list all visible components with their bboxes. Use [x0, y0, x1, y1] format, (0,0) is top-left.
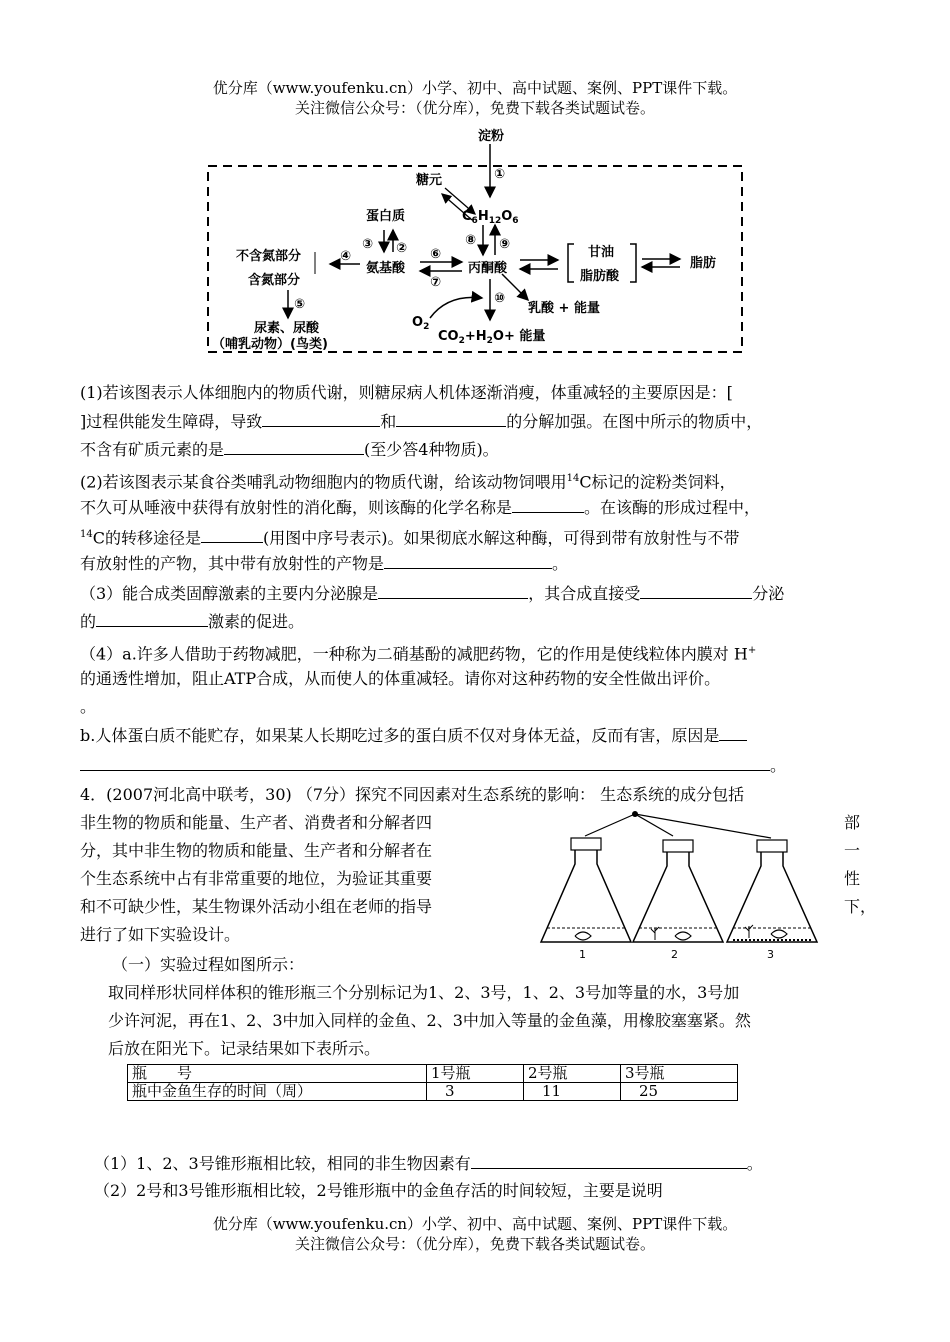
p4-line-5-end: 下，: [844, 897, 877, 916]
header-line-2: 关注微信公众号：（优分库），免费下载各类试题试卷。: [294, 99, 655, 117]
blank[interactable]: [262, 408, 380, 427]
step-7: ⑦: [430, 275, 442, 290]
label-co2: $CO_2+H_2O+$ 能量: [438, 329, 546, 346]
label-o2: $O_2$: [412, 315, 430, 332]
arrow-o2: [430, 297, 482, 318]
flask-3: [727, 840, 817, 942]
p4-line-8: 取同样形状同样体积的锥形瓶三个分别标记为1、2、3号，1、2、3号加等量的水，3号加: [108, 983, 740, 1002]
step-6: ⑥: [430, 247, 442, 262]
table-cell: 25: [621, 1083, 738, 1101]
blank[interactable]: [201, 524, 263, 543]
label-fat: 脂肪: [690, 256, 717, 271]
step-9: ⑨: [499, 237, 511, 252]
footer-line-1: 优分库（www.youfenku.cn）小学、初中、高中试题、案例、PPT课件下载。: [212, 1215, 738, 1233]
right-bracket: [630, 244, 636, 282]
q4-line-4: b.人体蛋白质不能贮存，如果某人长期吃过多的蛋白质不仅对身体无益，反而有害，原因是: [80, 722, 874, 749]
blank[interactable]: [396, 408, 506, 427]
q1-line-3: 不含有矿质元素的是 (至少答4种物质)。: [80, 436, 874, 463]
table-cell: 3: [427, 1083, 524, 1101]
header-line-1: 优分库（www.youfenku.cn）小学、初中、高中试题、案例、PPT课件下载。: [212, 79, 738, 97]
label-pyruvate: 丙酮酸: [468, 261, 508, 276]
flask-1: [541, 838, 631, 942]
footer-line-2: 关注微信公众号：（优分库），免费下载各类试题试卷。: [294, 1235, 655, 1253]
label-fatty-acid: 脂肪酸: [580, 269, 620, 284]
p4-line-9: 少许河泥，再在1、2、3中加入同样的金鱼、2、3中加入等量的金鱼藻，用橡胶塞塞紧。然: [108, 1011, 751, 1030]
blank[interactable]: [512, 494, 584, 513]
blank[interactable]: [719, 722, 747, 741]
step-8: ⑧: [465, 233, 477, 248]
p4-line-7: （一）实验过程如图所示：: [112, 955, 305, 974]
step-3: ③: [362, 237, 374, 252]
label-protein: 蛋白质: [366, 209, 406, 224]
table-header-cell: 瓶 号: [128, 1065, 427, 1083]
table-header-cell: 3号瓶: [621, 1065, 738, 1083]
p4-line-6: 进行了如下实验设计。: [80, 925, 241, 944]
step-4: ④: [340, 249, 352, 264]
flask-label-2: 2: [671, 948, 678, 961]
step-1: ①: [494, 167, 506, 182]
q5-line-2: （2）2号和3号锥形瓶相比较，2号锥形瓶中的金鱼存活的时间较短，主要是说明: [94, 1181, 663, 1200]
blank[interactable]: [471, 1150, 747, 1169]
step-5: ⑤: [294, 297, 306, 312]
left-bracket: [568, 244, 574, 282]
p4-line-10: 后放在阳光下。记录结果如下表所示。: [108, 1039, 381, 1058]
blank[interactable]: [224, 436, 364, 455]
q2-line-1: (2)若该图表示某食谷类哺乳动物细胞内的物质代谢，给该动物饲喂用$^{14}$C标记的淀粉类饲料，: [80, 472, 736, 492]
table-header-row: [128, 1065, 738, 1083]
label-starch: 淀粉: [478, 129, 505, 144]
p4-line-2-end: 部: [844, 813, 861, 832]
p4-line-3-end: 一: [844, 841, 861, 860]
label-non-n-part: 不含氮部分: [236, 249, 302, 264]
blank[interactable]: [378, 580, 528, 599]
label-glucose: $C_6H_{12}O_6$: [462, 209, 519, 226]
flask-label-1: 1: [579, 948, 586, 961]
flask-2: [633, 840, 723, 942]
q3-line-1: （3）能合成类固醇激素的主要内分泌腺是 ，其合成直接受 分泌: [80, 580, 874, 607]
metabolism-diagram: [190, 122, 760, 362]
label-amino-acid: 氨基酸: [366, 261, 406, 276]
q3-line-2: 的 激素的促进。: [80, 608, 874, 635]
q4-line-5: 。: [80, 752, 874, 779]
p4-line-2: 非生物的物质和能量、生产者、消费者和分解者四: [80, 813, 433, 832]
table-row: [128, 1083, 738, 1101]
p4-line-4: 个生态系统中占有非常重要的地位，为验证其重要: [80, 869, 433, 888]
arrow-lactic: [502, 274, 528, 300]
label-glycerol: 甘油: [588, 245, 615, 260]
blank[interactable]: [80, 752, 770, 771]
label-urea: 尿素、尿酸: [254, 321, 320, 336]
q2-line-4: 有放射性的产物，其中带有放射性的产物是 。: [80, 550, 874, 577]
q4-line-3: 。: [80, 697, 97, 716]
blank[interactable]: [96, 608, 208, 627]
blank[interactable]: [640, 580, 752, 599]
label-lactic: 乳酸 + 能量: [528, 301, 600, 316]
results-table: [127, 1064, 738, 1101]
step-10: ⑩: [494, 291, 506, 306]
q1-line-2: ]过程供能发生障碍，导致 和 的分解加强。在图中所示的物质中，: [80, 408, 874, 435]
table-cell: 瓶中金鱼生存的时间（周）: [128, 1083, 427, 1101]
p4-line-3: 分，其中非生物的物质和能量、生产者和分解者在: [80, 841, 433, 860]
p4-line-1: 4．(2007河北高中联考，30) （7分）探究不同因素对生态系统的影响： 生态系统的成分包括: [80, 785, 745, 804]
step-2: ②: [396, 241, 408, 256]
label-mammal-bird: （哺乳动物）(鸟类): [212, 337, 328, 352]
q1-line-1: (1)若该图表示人体细胞内的物质代谢，则糖尿病人机体逐渐消瘦，体重减轻的主要原因是：[: [80, 383, 733, 402]
blank[interactable]: [384, 550, 552, 569]
q4-line-2: 的通透性增加，阻止ATP合成，从而使人的体重减轻。请你对这种药物的安全性做出评价。: [80, 669, 721, 688]
table-header-cell: 1号瓶: [427, 1065, 524, 1083]
table-header-cell: 2号瓶: [524, 1065, 621, 1083]
label-glycogen: 糖元: [416, 173, 443, 188]
flask-experiment-figure: [535, 802, 835, 962]
q2-line-2: 不久可从唾液中获得有放射性的消化酶，则该酶的化学名称是 。在该酶的形成过程中，: [80, 494, 874, 521]
q4-line-1: （4）a.许多人借助于药物减肥，一种称为二硝基酚的减肥药物，它的作用是使线粒体内膜对 H+: [80, 644, 757, 664]
q5-line-1: （1）1、2、3号锥形瓶相比较，相同的非生物因素有 。: [94, 1150, 888, 1177]
label-n-part: 含氮部分: [248, 273, 301, 288]
p4-line-4-end: 性: [844, 869, 861, 888]
p4-line-5: 和不可缺少性，某生物课外活动小组在老师的指导: [80, 897, 433, 916]
q2-line-3: $^{14}$C的转移途径是 (用图中序号表示)。如果彻底水解这种酶，可得到带有放射性与不带: [80, 522, 874, 551]
flask-label-3: 3: [767, 948, 774, 961]
table-cell: 11: [524, 1083, 621, 1101]
